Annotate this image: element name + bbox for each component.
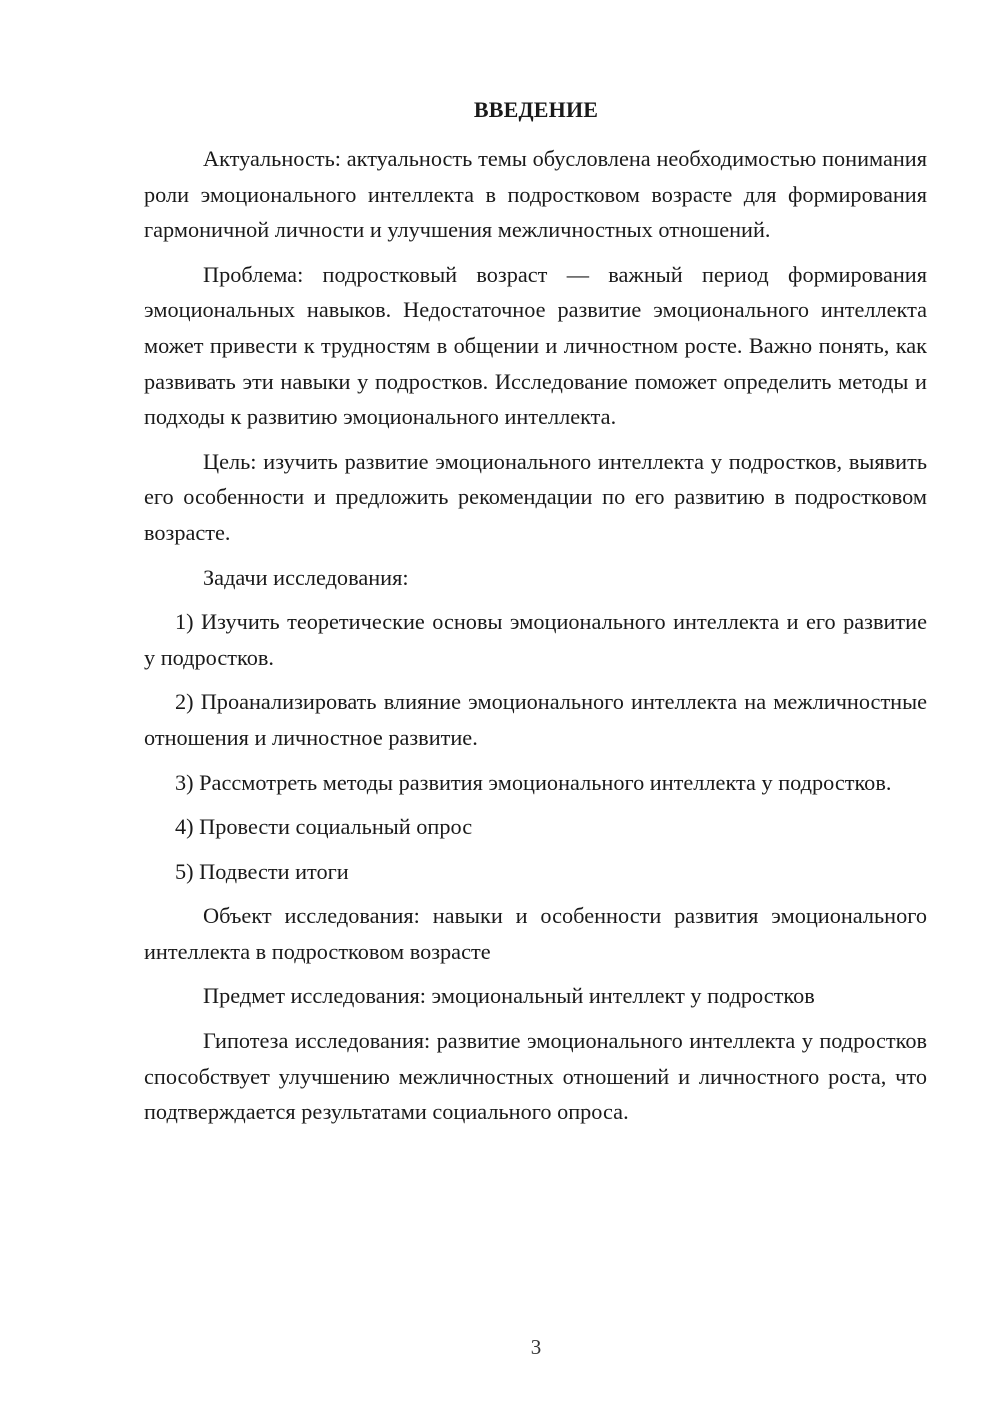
research-subject-paragraph: Предмет исследования: эмоциональный интеллект у подростков [203, 983, 815, 1009]
task-item-2: 2) Проанализировать влияние эмоционального интеллекта на межличностные отношения и личностное развитие. [144, 689, 927, 750]
section-title: ВВЕДЕНИЕ [473, 97, 599, 122]
task-item-5: 5) Подвести итоги [175, 858, 349, 884]
page-number: 3 [530, 1335, 542, 1359]
relevance-paragraph: Актуальность: актуальность темы обусловлена необходимостью понимания роли эмоционального интеллекта в подростковом возрасте для формирования гармоничной личности и улучшения межличностных отношений. [144, 146, 927, 243]
document-body [144, 141, 927, 1130]
task-item-3: 3) Рассмотреть методы развития эмоционального интеллекта у подростков. [175, 769, 892, 795]
hypothesis-paragraph: Гипотеза исследования: развитие эмоционального интеллекта у подростков способствует улучшению межличностных отношений и личностного роста, что подтверждается результатами социального опроса. [144, 1028, 927, 1125]
problem-paragraph: Проблема: подростковый возраст — важный период формирования эмоциональных навыков. Недостаточное развитие эмоционального интеллекта может привести к трудностям в общении и личностном росте. Важно понять, как развивать эти навыки у подростков. Исследование поможет определить методы и подходы к развитию эмоционального интеллекта. [144, 261, 927, 430]
tasks-heading: Задачи исследования: [203, 564, 409, 590]
task-item-4: 4) Провести социальный опрос [175, 814, 473, 840]
tasks-list [144, 604, 927, 889]
goal-paragraph: Цель: изучить развитие эмоционального интеллекта у подростков, выявить его особенности и предложить рекомендации по его развитию в подростковом возрасте. [144, 448, 927, 545]
research-object-paragraph: Объект исследования: навыки и особенности развития эмоционального интеллекта в подростковом возрасте [144, 903, 927, 964]
task-item-1: 1) Изучить теоретические основы эмоционального интеллекта и его развитие у подростков. [144, 609, 927, 670]
